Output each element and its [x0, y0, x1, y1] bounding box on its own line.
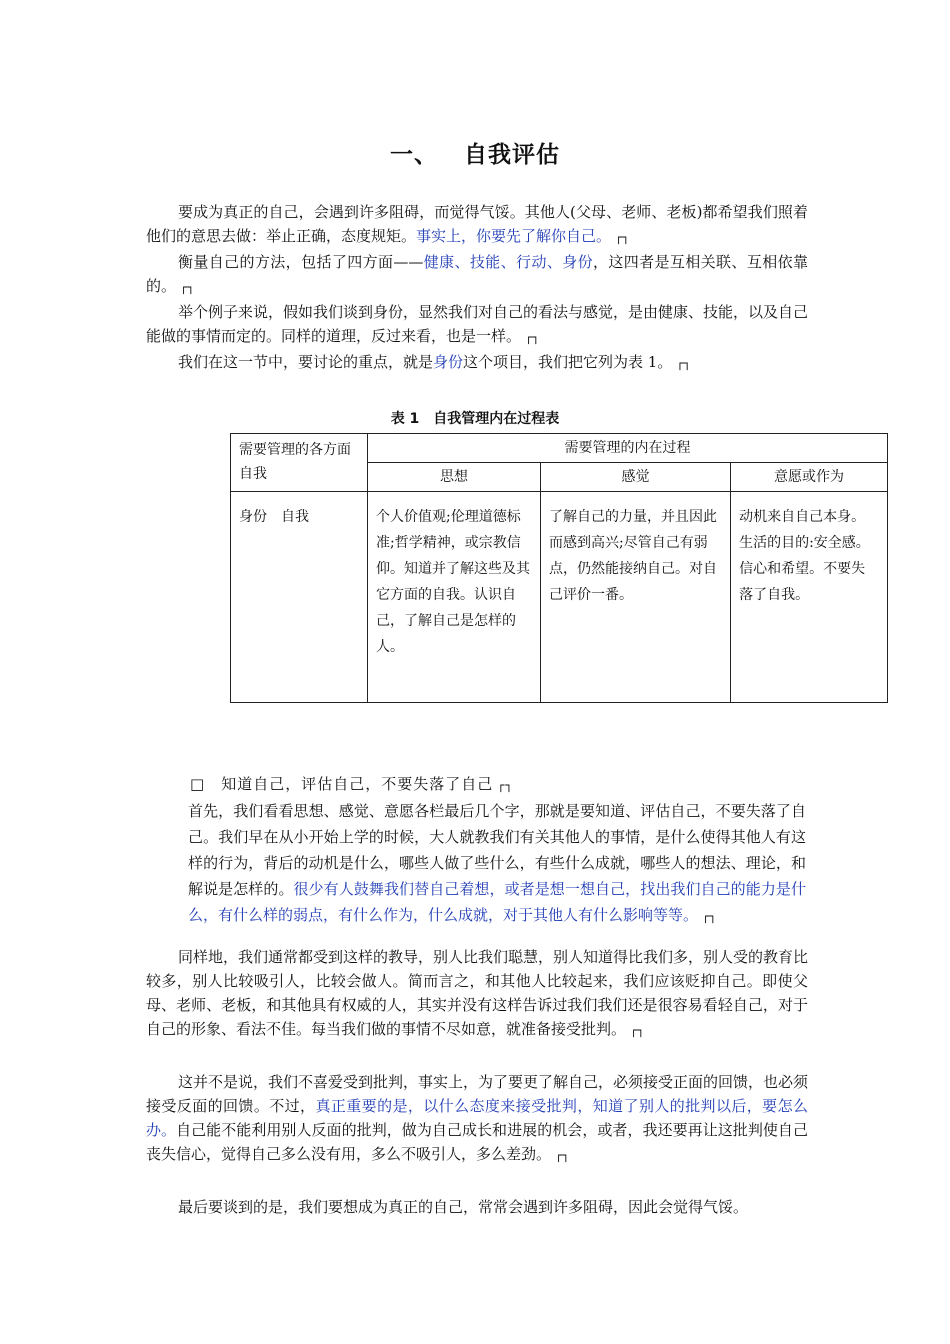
- table-col-header-feeling: 感觉: [541, 463, 731, 492]
- intro-p2-text-a: 衡量自己的方法，包括了四方面——: [178, 253, 424, 271]
- table-side-header: 需要管理的各方面自我: [231, 434, 368, 492]
- intro-paragraph-2: [146, 250, 808, 299]
- paragraph-mark-icon: ┌┐: [615, 230, 630, 244]
- paragraph-mark-icon: ┌┐: [525, 330, 540, 344]
- intro-p3-text: 举个例子来说，假如我们谈到身份，显然我们对自己的看法与感觉，是由健康、技能，以及自己能做的事情而定的。同样的道理，反过来看，也是一样。: [146, 303, 809, 345]
- closing-paragraph-2: [146, 1070, 808, 1167]
- closing-paragraph-1: [146, 945, 808, 1042]
- section-heading-text: 知道自己，评估自己，不要失落了自己: [221, 775, 494, 793]
- paragraph-mark-icon: ┌┐: [555, 1148, 570, 1162]
- closing-p1-text: 同样地，我们通常都受到这样的教导，别人比我们聪慧，别人知道得比我们多，别人受的教育比较多，别人比较吸引人，比较会做人。简而言之，和其他人比较起来，我们应该贬抑自己。即使父母、老师、老板，和其他具有权威的人，其实并没有这样告诉过我们我们还是很容易看轻自己，对于自己的形象、看法不佳。每当我们做的事情不尽如意，就准备接受批判。: [146, 948, 809, 1038]
- intro-p4-text-b: 这个项目，我们把它列为表 1。: [463, 353, 673, 371]
- section-heading: [190, 773, 514, 794]
- paragraph-mark-icon: ┌┐: [180, 280, 195, 294]
- table-top-header: 需要管理的内在过程: [368, 434, 888, 463]
- checkbox-square-icon: □: [190, 775, 206, 793]
- intro-p1-text: 要成为真正的自己，会遇到许多阻碍，而觉得气馁。其他人(父母、老师、老板)都希望我们照着他们的意思去做：举止正确，态度规矩。: [146, 203, 808, 245]
- intro-p2-highlight: 健康、技能、行动、身份: [423, 253, 593, 271]
- title-text: 自我评估: [464, 142, 560, 168]
- table-col-header-will: 意愿或作为: [731, 463, 888, 492]
- table-cell-feeling: 了解自己的力量，并且因此而感到高兴;尽管自己有弱点，仍然能接纳自己。对自己评价一番。: [541, 492, 731, 703]
- paragraph-mark-icon: ┌┐: [630, 1023, 645, 1037]
- intro-paragraph-1: [146, 200, 808, 249]
- page-title: [0, 136, 950, 169]
- section-body-highlight: 很少有人鼓舞我们替自己着想，或者是想一想自己，找出我们自己的能力是什么，有什么样的弱点，有什么作为，什么成就，对于其他人有什么影响等等。: [188, 880, 806, 924]
- closing-paragraph-3: [146, 1195, 808, 1219]
- self-management-table: [230, 433, 888, 703]
- section-body: [188, 798, 806, 929]
- intro-p4-text-a: 我们在这一节中，要讨论的重点，就是: [178, 353, 434, 371]
- section-body-text: 首先，我们看看思想、感觉、意愿各栏最后几个字，那就是要知道、评估自己，不要失落了自己。我们早在从小开始上学的时候，大人就教我们有关其他人的事情，是什么使得其他人有这样的行为，背后的动机是什么，哪些人做了些什么，有些什么成就，哪些人的想法、理论，和解说是怎样的。: [188, 802, 806, 898]
- intro-p2-text-b: ，这四者是互相关联、互相依靠的。: [146, 253, 808, 295]
- closing-p2-highlight: 真正重要的是，以什么态度来接受批判，知道了别人的批判以后，要怎么办。: [146, 1097, 808, 1139]
- table-caption: 表 1 自我管理内在过程表: [390, 411, 560, 427]
- intro-p1-highlight: 事实上，你要先了解你自己。: [416, 227, 612, 245]
- closing-p2-text-a: 这并不是说，我们不喜爱受到批判，事实上，为了要更了解自己，必须接受正面的回馈，也必须接受反面的回馈。不过，: [146, 1073, 809, 1115]
- closing-p3-text: 最后要谈到的是，我们要想成为真正的自己，常常会遇到许多阻碍，因此会觉得气馁。: [178, 1198, 749, 1216]
- paragraph-mark-icon: ┌┐: [497, 778, 514, 792]
- closing-p2-text-b: 自己能不能利用别人反面的批判，做为自己成长和进展的机会，或者，我还要再让这批判使自己丧失信心，觉得自己多么没有用，多么不吸引人，多么差劲。: [146, 1121, 808, 1163]
- table-col-header-thought: 思想: [368, 463, 541, 492]
- paragraph-mark-icon: ┌┐: [676, 356, 691, 370]
- table-row-label: 身份 自我: [231, 492, 368, 703]
- paragraph-mark-icon: ┌┐: [702, 909, 717, 923]
- table-cell-will: 动机来自自己本身。生活的目的:安全感。信心和希望。不要失落了自我。: [731, 492, 888, 703]
- title-number: 一、: [390, 142, 438, 168]
- intro-p4-highlight: 身份: [433, 353, 464, 371]
- table-cell-thought: 个人价值观;伦理道德标准;哲学精神，或宗教信仰。知道并了解这些及其它方面的自我。认识自己，了解自己是怎样的人。: [368, 492, 541, 703]
- intro-paragraph-3: [146, 300, 808, 349]
- intro-paragraph-4: [146, 350, 808, 375]
